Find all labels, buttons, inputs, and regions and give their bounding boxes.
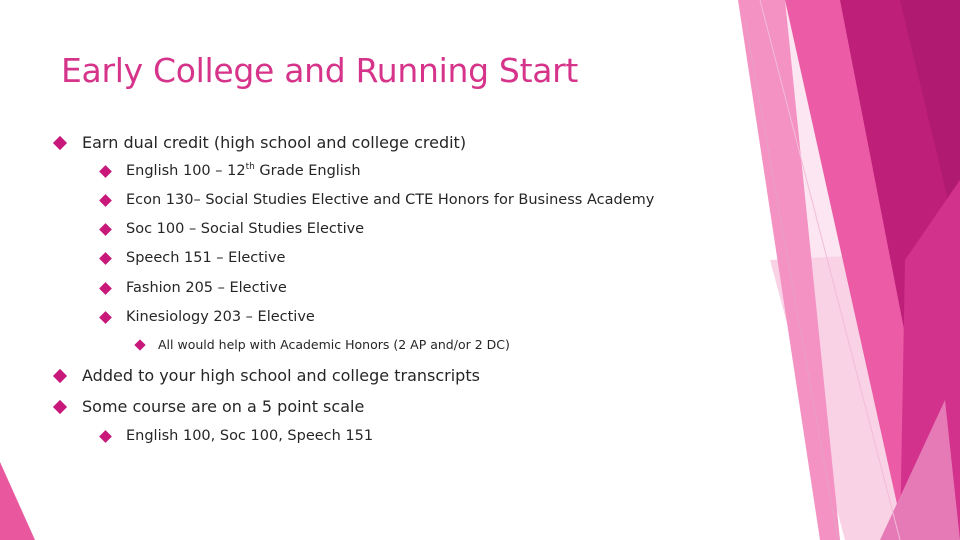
diamond-bullet-icon [53, 368, 67, 382]
bullet-soc-100 [101, 221, 364, 237]
bullet-text: Speech 151 – Elective [126, 250, 286, 266]
bullet-text: Soc 100 – Social Studies Elective [126, 221, 365, 237]
bullet-text: English 100 – 12th Grade English [126, 162, 361, 179]
diamond-bullet-icon [99, 194, 112, 207]
bullet-text: All would help with Academic Honors (2 AP and/or 2 DC) [158, 337, 510, 352]
bullet-english-100 [101, 163, 361, 179]
bullet-text: Earn dual credit (high school and college credit) [82, 133, 467, 152]
bullet-kinesiology-203 [101, 309, 315, 325]
bullet-dual-credit [55, 133, 466, 152]
bullet-text: Econ 130– Social Studies Elective and CTE Honors for Business Academy [126, 192, 655, 208]
diamond-bullet-icon [53, 399, 67, 413]
bullet-fashion-205 [101, 280, 287, 296]
bullet-weighted-courses [101, 428, 373, 444]
bullet-econ-130 [101, 192, 654, 208]
diamond-bullet-icon [99, 311, 112, 324]
diamond-bullet-icon [99, 165, 112, 178]
bullet-text: Kinesiology 203 – Elective [126, 309, 315, 325]
diamond-bullet-icon [99, 223, 112, 236]
bullet-speech-151 [101, 250, 285, 266]
bullet-academic-honors [136, 337, 510, 352]
bullet-text: Fashion 205 – Elective [126, 280, 287, 296]
diamond-bullet-icon [53, 135, 67, 149]
diamond-bullet-icon [99, 252, 112, 265]
bullet-5-point-scale [55, 397, 364, 416]
slide-title: Early College and Running Start [61, 51, 579, 90]
bullet-text: Added to your high school and college transcripts [82, 366, 480, 385]
deco-corner-left [0, 462, 35, 540]
bullet-transcripts [55, 366, 480, 385]
bullet-text: English 100, Soc 100, Speech 151 [126, 428, 374, 444]
diamond-bullet-icon [99, 430, 112, 443]
diamond-bullet-icon [134, 339, 145, 350]
diamond-bullet-icon [99, 282, 112, 295]
bullet-text: Some course are on a 5 point scale [82, 397, 365, 416]
